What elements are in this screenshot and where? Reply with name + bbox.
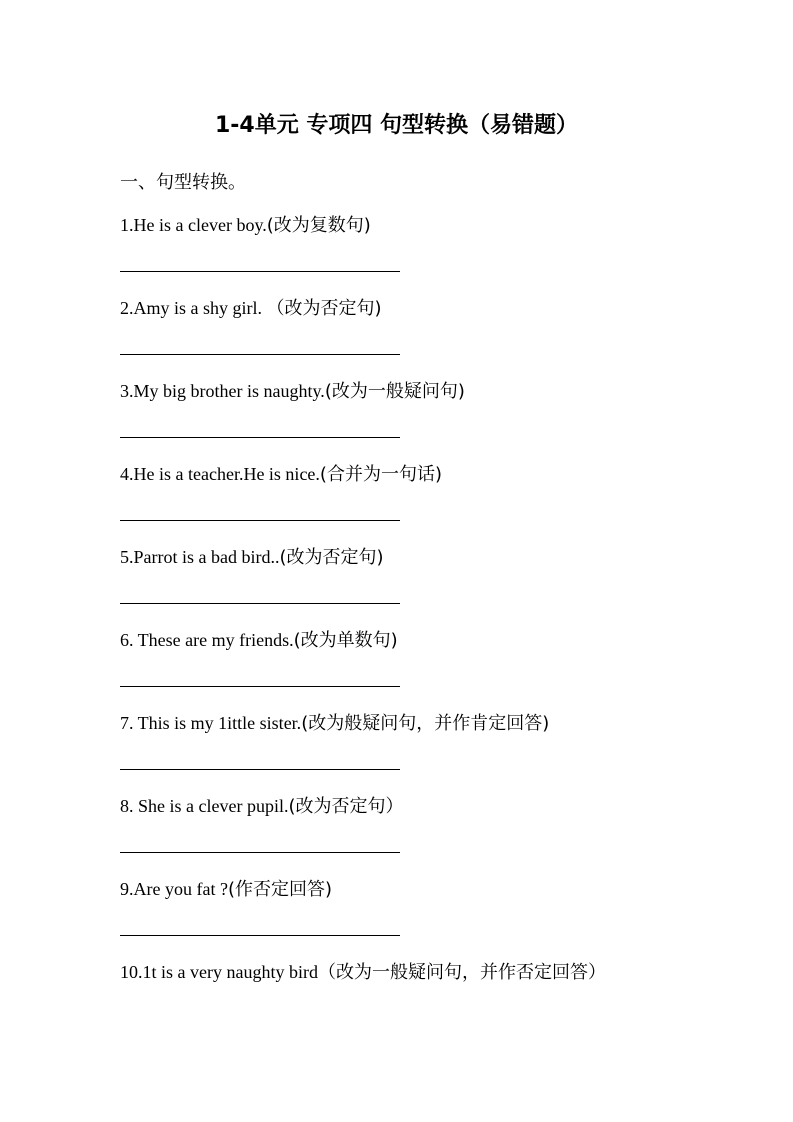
question-text: 1.He is a clever boy. xyxy=(120,215,267,235)
question-text: 3.My big brother is naughty. xyxy=(120,381,325,401)
question-5 xyxy=(120,544,384,571)
answer-line-7[interactable] xyxy=(120,769,400,770)
question-text: 10.1t is a very naughty bird xyxy=(120,962,318,982)
answer-line-9[interactable] xyxy=(120,935,400,936)
question-3 xyxy=(120,378,465,405)
answer-line-1[interactable] xyxy=(120,271,400,272)
question-4 xyxy=(120,461,442,488)
question-instruction: (改为否定句） xyxy=(288,796,404,817)
question-text: 6. These are my friends. xyxy=(120,630,294,650)
question-text: 2.Amy is a shy girl. xyxy=(120,298,267,318)
question-1 xyxy=(120,212,371,239)
question-6 xyxy=(120,627,398,654)
question-2 xyxy=(120,295,382,322)
question-instruction: （改为一般疑问句，并作否定回答） xyxy=(317,962,606,983)
question-7 xyxy=(120,710,549,737)
answer-line-5[interactable] xyxy=(120,603,400,604)
question-instruction: (作否定回答) xyxy=(227,879,333,900)
answer-line-4[interactable] xyxy=(120,520,400,521)
question-instruction: (改为一般疑问句) xyxy=(324,381,465,402)
question-text: 7. This is my 1ittle sister. xyxy=(120,713,302,733)
answer-line-8[interactable] xyxy=(120,852,400,853)
question-text: 4.He is a teacher.He is nice. xyxy=(120,464,320,484)
question-instruction: (改为否定句) xyxy=(279,547,384,568)
question-text: 5.Parrot is a bad bird.. xyxy=(120,547,280,567)
question-text: 8. She is a clever pupil. xyxy=(120,796,289,816)
section-heading: 一、句型转换。 xyxy=(120,172,246,193)
answer-line-2[interactable] xyxy=(120,354,400,355)
page-title: 1-4单元 专项四 句型转换（易错题） xyxy=(214,113,579,138)
question-instruction: (改为单数句) xyxy=(293,630,398,651)
question-8 xyxy=(120,793,404,820)
question-text: 9.Are you fat ? xyxy=(120,879,228,899)
question-instruction: (改为复数句) xyxy=(266,215,371,236)
question-instruction: (合并为一句话) xyxy=(319,464,442,485)
question-10 xyxy=(120,959,606,986)
answer-line-6[interactable] xyxy=(120,686,400,687)
question-9 xyxy=(120,876,332,903)
question-instruction: (改为般疑问句，并作肯定回答) xyxy=(301,713,550,734)
answer-line-3[interactable] xyxy=(120,437,400,438)
question-instruction: （改为否定句) xyxy=(266,298,382,319)
